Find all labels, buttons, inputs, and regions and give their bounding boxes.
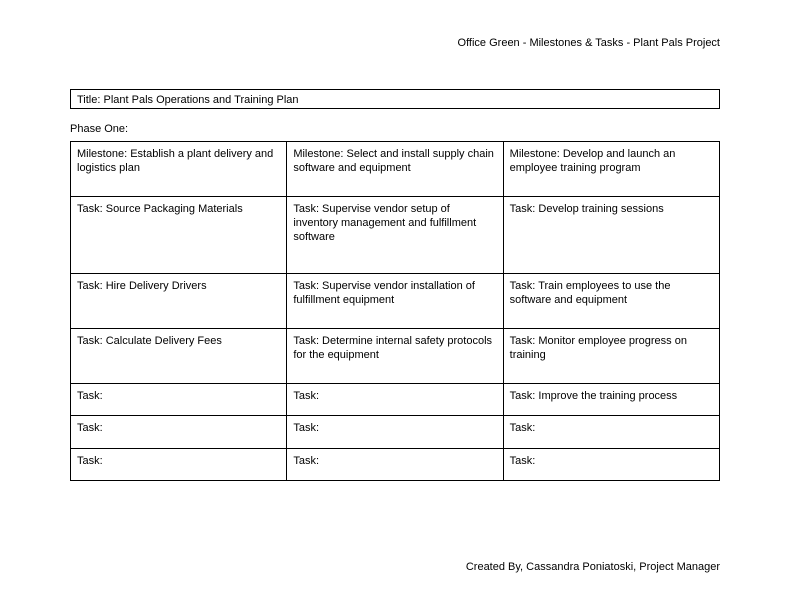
task-cell[interactable]: Task: Supervise vendor setup of inventory management and fulfillment software [287, 196, 503, 273]
milestone-cell[interactable]: Milestone: Select and install supply chain software and equipment [287, 142, 503, 197]
milestones-tasks-table [70, 141, 720, 481]
document-footer: Created By, Cassandra Poniatoski, Project Manager [465, 561, 720, 573]
task-row [71, 329, 720, 384]
title-box[interactable] [70, 89, 720, 109]
milestone-cell[interactable]: Milestone: Develop and launch an employee training program [503, 142, 719, 197]
task-row [71, 274, 720, 329]
task-cell[interactable]: Task: [287, 416, 503, 448]
task-cell[interactable]: Task: Supervise vendor installation of fulfillment equipment [287, 274, 503, 329]
document-header: Office Green - Milestones & Tasks - Plant Pals Project [457, 37, 720, 49]
milestone-cell[interactable]: Milestone: Establish a plant delivery and logistics plan [71, 142, 287, 197]
phase-one-label: Phase One: [70, 123, 129, 135]
task-row [71, 384, 720, 416]
task-row [71, 448, 720, 480]
task-cell[interactable]: Task: [503, 416, 719, 448]
task-cell[interactable]: Task: [71, 448, 287, 480]
task-row [71, 416, 720, 448]
task-cell[interactable]: Task: [503, 448, 719, 480]
task-cell[interactable]: Task: Determine internal safety protocols for the equipment [287, 329, 503, 384]
task-cell[interactable]: Task: Source Packaging Materials [71, 196, 287, 273]
task-row [71, 196, 720, 273]
milestone-row [71, 142, 720, 197]
task-cell[interactable]: Task: [71, 384, 287, 416]
task-cell[interactable]: Task: Monitor employee progress on training [503, 329, 719, 384]
task-cell[interactable]: Task: Train employees to use the software and equipment [503, 274, 719, 329]
task-cell[interactable]: Task: [287, 448, 503, 480]
title-text: Title: Plant Pals Operations and Training Plan [77, 94, 299, 106]
task-cell[interactable]: Task: [71, 416, 287, 448]
task-cell[interactable]: Task: Improve the training process [503, 384, 719, 416]
task-cell[interactable]: Task: [287, 384, 503, 416]
task-cell[interactable]: Task: Calculate Delivery Fees [71, 329, 287, 384]
task-cell[interactable]: Task: Hire Delivery Drivers [71, 274, 287, 329]
task-cell[interactable]: Task: Develop training sessions [503, 196, 719, 273]
